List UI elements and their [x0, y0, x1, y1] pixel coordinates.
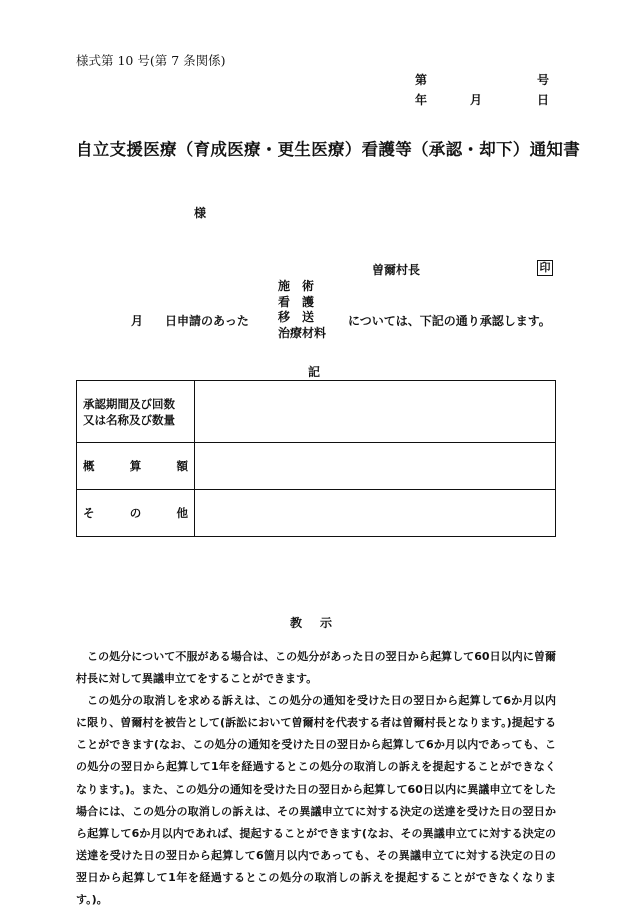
document-number-suffix: 号	[537, 73, 550, 87]
notice-paragraph: この処分の取消しを求める訴えは、この処分の通知を受けた日の翌日から起算して6か月以内に限り、曽爾村を被告として(訴訟において曽爾村を代表する者は曽爾村長となります。)提起することができます(なお、この処分の通知を受けた日の翌日から起算して6か月以内であっても、この処分の翌日から起算して1年を経過するとこの処分の取消しの訴えを提起することができなくなります。)。また、この処分の通知を受けた日の翌日から起算して60日以内に異議申立てをした場合には、この処分の取消しの訴えは、その異議申立てに対する決定の送達を受けた日の翌日から起算して6か月以内であれば、提起することができます(なお、その異議申立てに対する決定の送達を受けた日の翌日から起算して6箇月以内であっても、その異議申立てに対する決定の日の翌日から起算して1年を経過するとこの処分の取消しの訴えを提起することができなくなります。)。	[76, 694, 556, 907]
approval-period-value[interactable]	[195, 381, 556, 443]
table-row	[77, 443, 556, 490]
service-option: 看 護	[278, 294, 315, 309]
row-label-approval-period: 承認期間及び回数 又は名称及び数量	[77, 381, 195, 443]
seal-mark: 印	[537, 260, 553, 276]
row-label-other: そ の 他	[77, 490, 195, 537]
service-option: 治療材料	[278, 325, 327, 340]
issuer-name: 曽爾村長	[372, 263, 421, 277]
date-month-label: 月	[470, 93, 483, 107]
application-text: 日申請のあった	[165, 314, 249, 328]
date-year-label: 年	[415, 93, 428, 107]
service-options	[278, 279, 326, 341]
notice-body	[76, 646, 556, 911]
form-number: 様式第 10 号(第 7 条関係)	[76, 53, 226, 68]
estimated-amount-value[interactable]	[195, 443, 556, 490]
row-label-estimated-amount: 概 算 額	[77, 443, 195, 490]
other-value[interactable]	[195, 490, 556, 537]
notice-title: 教示	[290, 616, 351, 630]
table-row	[77, 381, 556, 443]
ki-heading: 記	[308, 365, 321, 379]
service-option: 移 送	[278, 310, 315, 325]
application-month-label: 月	[131, 314, 144, 328]
recipient-honorific: 様	[194, 206, 207, 220]
decision-text: については、下記の通り承認します。	[348, 314, 551, 328]
notice-paragraph: この処分について不服がある場合は、この処分があった日の翌日から起算して60日以内に曽爾村長に対して異議申立てをすることができます。	[76, 650, 556, 686]
service-option: 施 術	[278, 279, 315, 293]
table-row	[77, 490, 556, 537]
document-number-label: 第	[415, 73, 428, 87]
details-table	[76, 380, 556, 537]
date-day-label: 日	[537, 93, 550, 107]
document-title: 自立支援医療（育成医療・更生医療）看護等（承認・却下）通知書	[76, 140, 580, 159]
